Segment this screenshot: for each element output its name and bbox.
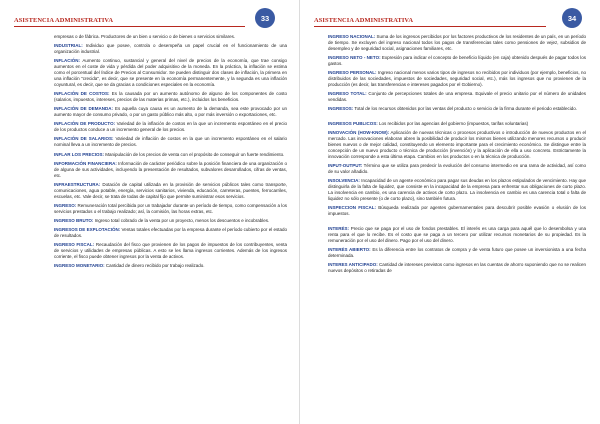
entry-term: INFORMACIÓN FINANCIERA: bbox=[54, 160, 117, 166]
glossary-entry bbox=[328, 247, 586, 259]
glossary-entry bbox=[54, 152, 287, 158]
glossary-entry bbox=[54, 34, 287, 40]
glossary-entry bbox=[54, 227, 287, 239]
entry-term: INFLACIÓN DE DEMANDA: bbox=[54, 106, 114, 112]
glossary-entry bbox=[328, 106, 586, 112]
entry-term: INFLACIÓN DE PRODUCTO: bbox=[54, 121, 116, 127]
glossary-entry bbox=[54, 136, 287, 148]
glossary-entry bbox=[328, 70, 586, 88]
header-title: ASISTENCIA ADMINISTRATIVA bbox=[314, 17, 414, 24]
entry-definition: Es aquella cuya causa es un aumento de la demanda, sea este provocado por un aumento mayor de consumo privado, o por un gasto público más alto, o por más inversión o exportaciones, etc. bbox=[54, 106, 288, 118]
entry-term: INFLACIÓN: bbox=[54, 58, 80, 64]
entry-definition: Incapacidad de un agente económico para pagar sus deudas en los plazos estipulados de vencimiento. Hay que distinguirla de la falta de liquidez, que consiste en la incapacidad de la empresa para enfrentar sus obligaciones de corto plazo. La insolvencia en cambio, es una carencia de activos de corto plazo. La insolvencia en cambio es una carencia total o falta de liquidez no sólo presente (o de corto plazo), sino también futura. bbox=[328, 178, 586, 202]
entry-term: INTERÉS ABIERTO: bbox=[328, 247, 371, 253]
glossary-entry bbox=[328, 34, 586, 52]
entry-definition: Ventas totales efectuadas por la empresa durante el período cubierto por el estado de resultados. bbox=[54, 227, 287, 239]
header-title: ASISTENCIA ADMINISTRATIVA bbox=[14, 17, 114, 24]
entry-definition: Información de carácter periódico sobre la posición financiera de una organización o de alguna de sus actividades, incluyendo la presentación de resultados, subvalores desarrollados, cifras de ventas, etc. bbox=[54, 160, 288, 178]
entry-term: INFLACIÓN DE COSTOS: bbox=[54, 91, 110, 97]
entry-definition: Ingreso nacional menos varios tipos de ingresos no recibidos por individuos (por ejemplo, beneficios, no distribuidos de las sociedades, impuestos de sociedades, seguridad social, etc.), más los ingresos que no provienen de la producción (es decir, las transferencias e intereses pagados por el Gobierno). bbox=[328, 70, 586, 87]
entry-term: INFLAR LOS PRECIOS: bbox=[54, 151, 105, 157]
entry-term: INGRESO FISCAL: bbox=[54, 242, 95, 248]
glossary-entry bbox=[328, 205, 586, 217]
glossary-entry bbox=[328, 130, 586, 160]
glossary-entry bbox=[328, 262, 586, 274]
page-number-badge: 34 bbox=[562, 8, 582, 28]
entry-definition: Es la causada por un aumento autónomo de alguno de los componentes de costo (salarios, impuestos, intereses, precios de las materias primas, etc.), incluidos los beneficios. bbox=[54, 91, 287, 103]
glossary-body bbox=[328, 34, 586, 416]
entry-definition: Expresión para indicar el concepto de beneficio líquido (en caja) obtenido después de pagar todos los gastos. bbox=[328, 55, 587, 66]
entry-definition: Variedad de la inflación de costos en la que un incremento espontáneo en el precio de los productos conduce a un incremento general de los precios. bbox=[54, 121, 288, 133]
glossary-entry bbox=[54, 106, 287, 118]
entry-definition: Individuo que posee, controla o desempeña un papel crucial en el funcionamiento de una organización industrial. bbox=[54, 43, 287, 55]
entry-definition: Aumento continuo, sustancial y general del nivel de precios de la economía, que trae consigo aumentos en el coste de vida y pérdida del poder adquisitivo de la moneda. En la práctica, la inflación se estima como el porcentual del Índice de Precios al Consumidor. Se pueden distinguir dos clases de inflación, la primera en una inflación "crecida", es decir, que se presente en la economía permanentemente, y la segunda es una inflación coyuntural, es decir, que se da gracias a condiciones especiales en la economía. bbox=[54, 58, 287, 87]
entry-term: INTERÉS: bbox=[328, 226, 350, 232]
glossary-entry bbox=[54, 58, 287, 88]
entry-definition: empresas o de fábrica. Productores de un bien o servicio o de bienes o servicios similares. bbox=[54, 34, 236, 39]
glossary-entry bbox=[54, 242, 287, 260]
glossary-body bbox=[54, 34, 287, 416]
glossary-entry bbox=[328, 178, 586, 202]
entry-definition: Ingreso total cobrado de la venta por un proyecto, menos los descuentos e incobrables. bbox=[93, 217, 270, 223]
entry-term: INGRESO PERSONAL: bbox=[328, 70, 377, 76]
entry-definition: Cantidad de intereses previstos como ingresos en las cuentas de ahorro suponiendo que no se realicen nuevos depósitos o retiradas de bbox=[328, 262, 586, 274]
entry-definition: Es la diferencia entre los contratos de compra y de venta futuro que posee un inversionista a una fecha determinada. bbox=[328, 247, 586, 258]
entry-definition: Cantidad de dinero recibido por trabajo realizado. bbox=[104, 263, 205, 269]
page-header bbox=[314, 8, 586, 32]
glossary-entry bbox=[54, 161, 287, 179]
header-rule bbox=[314, 26, 546, 27]
glossary-entry bbox=[54, 121, 287, 133]
entry-term: INGRESOS PUBLICOS: bbox=[328, 121, 378, 127]
glossary-entry bbox=[54, 91, 287, 103]
entry-definition: Dotación de capital utilizada en la provisión de servicios públicos tales como transporte, comunicaciones, agua potable, energía, servicios sanitarios, vivienda, educación, carreteras, puentes, ferrocarriles, escuelas, etc. Vale decir, se trata de todas de capital fijo que permite suministrar esos servicios. bbox=[54, 181, 287, 199]
glossary-entry bbox=[54, 218, 287, 224]
glossary-entry bbox=[328, 163, 586, 175]
glossary-entry bbox=[54, 43, 287, 55]
entry-term: INGRESO MONETARIO: bbox=[54, 263, 105, 269]
entry-definition: Los recibidos por las agencias del gobierno (impuestos, tarifas voluntarias) bbox=[377, 121, 529, 127]
glossary-entry bbox=[328, 55, 586, 67]
entry-definition: Manipulación de los precios de venta con el propósito de conseguir un fuerte rendimiento. bbox=[104, 151, 285, 157]
entry-term: INGRESO TOTAL: bbox=[328, 91, 367, 97]
entry-definition: Búsqueda realizada por agentes gubernamentales para descubrir posible evasión o elusión de los impuestos. bbox=[328, 205, 586, 217]
entry-definition: Variedad de inflación de costos en la que un incremento espontáneo en el salario nominal lleva a un incremento de precios. bbox=[54, 136, 287, 148]
glossary-entry bbox=[54, 263, 287, 269]
entry-term: INDUSTRIAL: bbox=[54, 43, 83, 49]
entry-term: INPUT-OUTPUT: bbox=[328, 163, 363, 169]
entry-term: INGRESO NETO - NETO: bbox=[328, 55, 381, 61]
entry-definition: Término que se utiliza para predecir la evolución del consumo intermedio en una rama de actividad, así como de su valor añadido. bbox=[328, 163, 586, 175]
page-number-badge: 33 bbox=[255, 8, 275, 28]
entry-term: INTERES ANTICIPADO: bbox=[328, 262, 378, 268]
entry-term: INSOLVENCIA: bbox=[328, 178, 360, 184]
glossary-entry bbox=[328, 226, 586, 244]
entry-term: INGRESOS: bbox=[328, 106, 354, 112]
entry-definition: Precio que se paga por el uso de fondos prestables. El interés es una carga para aquél que lo desembolsa y una renta para el que lo recibe. Es el costo que se paga a un tercero por utilizar recursos monetarios de su propiedad. Es la remuneración por el uso del dinero. Pago por el uso del dinero. bbox=[328, 226, 586, 243]
entry-term: INGRESO: bbox=[54, 202, 77, 208]
entry-definition: Aplicación de nuevas técnicas o procesos productivos o introducción de nuevos productos en el mercado. Las innovaciones elaboran abren la posibilidad de producir los mismos bienes utilizando menores recursos o producir bienes nuevos o de mejor calidad, constituyendo un elemento importante para el crecimiento económico. Se distingue entre la concepción de un nuevo producto o técnica de producción (invención) y la aplicación de ella a uso concreto. Estrictamente la innovación corresponde a esta última etapa. Cambios en los productos o en la técnica de producción. bbox=[328, 130, 586, 159]
entry-definition: Remuneración total percibida por un trabajador durante un período de tiempo, como compensación a los servicios prestados o el trabajo realizado; así, la comisión, las horas extras, etc. bbox=[54, 202, 287, 214]
entry-definition: Total de los recursos obtenidos por las ventas del producto o servicio de la firma durante el periodo establecido. bbox=[353, 106, 578, 112]
entry-term: INGRESO NACIONAL: bbox=[328, 34, 376, 39]
entry-term: INGRESOS DE EXPLOTACIÓN: bbox=[54, 227, 121, 233]
entry-definition: Suma de los ingresos percibidos por los factores productivos de los residentes de un país, en un período de tiempo. Se excluyen del ingreso nacional todos los pagos de transferencias tales como pensiones de vejez, subsidios de desempleo y de seguridad social, asignaciones familiares, etc. bbox=[328, 34, 587, 51]
entry-definition: Conjunto de percepciones totales de una empresa. Equivale el precio unitario por el número de unidades vendidas. bbox=[328, 91, 586, 103]
right-page bbox=[300, 0, 600, 424]
glossary-entry bbox=[54, 182, 287, 200]
header-rule bbox=[14, 26, 245, 27]
entry-term: INSPECCION FISCAL: bbox=[328, 205, 377, 211]
entry-term: INFLACIÓN DE SALARIOS: bbox=[54, 136, 114, 142]
entry-definition: Recaudación del fisco que provienen de los pagos de impuestos de los contribuyentes, venta de servicios y utilidades de empresas públicas. A esto se les llama ingresos corrientes. Además de los ingresos corriente, el fisco puede obtener ingresos por la venta de activos. bbox=[54, 242, 287, 260]
page-header bbox=[14, 8, 285, 32]
glossary-entry bbox=[54, 203, 287, 215]
glossary-entry bbox=[328, 91, 586, 103]
glossary-entry bbox=[328, 121, 586, 127]
entry-term: INNOVACIÓN (HOW-KNOW): bbox=[328, 130, 390, 136]
entry-term: INGRESO BRUTO: bbox=[54, 217, 94, 223]
entry-term: INFRAESTRUCTURA: bbox=[54, 181, 101, 187]
